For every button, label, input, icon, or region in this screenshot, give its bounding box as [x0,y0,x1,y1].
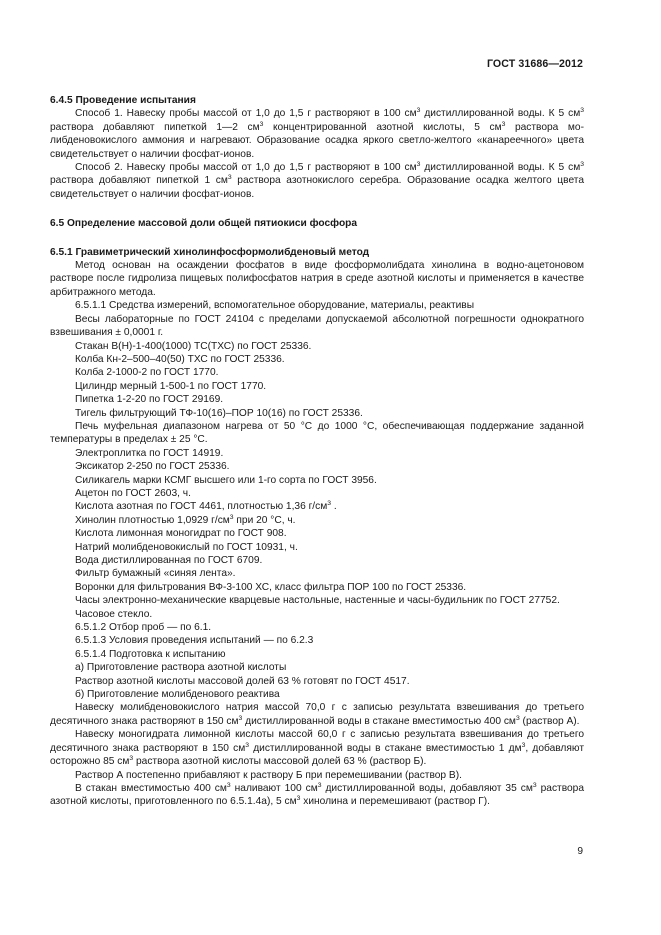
paragraph: Электроплитка по ГОСТ 14919. [75,447,224,459]
section-heading: 6.4.5 Проведение испытания [50,95,196,106]
section-heading: 6.5 Определение массовой доли общей пятиокиси фосфора [50,218,358,230]
paragraph: Воронки для фильтрования ВФ-3-100 ХС, класс фильтра ПОР 100 по ГОСТ 25336. [75,581,467,593]
paragraph: Хинолин плотностью 1,0929 $г/см^3$ при 20 °С, ч. [75,513,296,526]
paragraph: 6.5.1.4 Подготовка к испытанию [75,648,226,660]
paragraph: Способ 1. Навеску пробы массой от 1,0 до 1,5 г растворяют в 100 $см^3$ дистиллированной воды. К 5 $см^3$ раствора добавляют пипеткой 1—2 $см^3$ концентрированной азотной кислоты, 5 $см^3$ раствора молибденовокислого аммония и нагревают. Образование осадка яркого светло-желтого «канареечного» цвета свидетельствует о наличии фосфат-ионов. [50,107,584,160]
paragraph: Часовое стекло. [75,608,153,620]
paragraph: Колба Кн-2–500–40(50) ТХС по ГОСТ 25336. [75,353,285,365]
paragraph: 6.5.1.2 Отбор проб — по 6.1. [75,622,212,634]
paragraph: Тигель фильтрующий ТФ-10(16)–ПОР 10(16) по ГОСТ 25336. [75,407,363,419]
paragraph: Натрий молибденовокислый по ГОСТ 10931, ч. [75,541,298,553]
paragraph: Вода дистиллированная по ГОСТ 6709. [75,555,263,566]
paragraph: Раствор А постепенно прибавляют к раствору Б при перемешивании (раствор В). [75,769,462,781]
paragraph: Колба 2-1000-2 по ГОСТ 1770. [75,367,219,379]
paragraph: Стакан В(Н)-1-400(1000) ТС(ТХС) по ГОСТ 25336. [75,340,312,352]
paragraph: Ацетон по ГОСТ 2603, ч. [75,487,191,499]
paragraph: Кислота азотная по ГОСТ 4461, плотностью 1,36 $г/см^3$ . [75,500,337,513]
paragraph: Печь муфельная диапазоном нагрева от 50 °С до 1000 °С, обеспечивающая поддержание заданной температуры в пределах ± 25 °С. [50,420,584,446]
document-body [50,94,584,809]
paragraph: Раствор азотной кислоты массовой долей 63 % готовят по ГОСТ 4517. [75,675,410,687]
paragraph: Кислота лимонная моногидрат по ГОСТ 908. [75,528,287,540]
paragraph: Весы лабораторные по ГОСТ 24104 с пределами допускаемой абсолютной погрешности однократного взвешивания ± 0,0001 г. [50,313,584,339]
paragraph: Способ 2. Навеску пробы массой от 1,0 до 1,5 г растворяют в 100 $см^3$ дистиллированной воды. К 5 $см^3$ раствора добавляют пипеткой 1 $см^3$ раствора азотнокислого серебра. Образование осадка желтого цвета свидетельствует о наличии фосфат-ионов. [50,161,584,200]
paragraph: а) Приготовление раствора азотной кислоты [75,662,287,674]
standard-number: ГОСТ 31686—2012 [486,58,583,70]
paragraph: 6.5.1.3 Условия проведения испытаний — по 6.2.3 [75,635,314,647]
paragraph: Силикагель марки КСМГ высшего или 1-го сорта по ГОСТ 3956. [75,474,377,486]
paragraph: Фильтр бумажный «синяя лента». [75,568,236,580]
paragraph: Метод основан на осаждении фосфатов в виде фосформолибдата хинолина в водно-ацетоновом растворе после гидролиза пищевых полифосфатов натрия в среде азотной кислоты и применяется в качестве арбитражного метода. [50,260,584,298]
paragraph: Навеску моногидрата лимонной кислоты массой 60,0 г с записью результата взвешивания до третьего десятичного знака растворяют в 150 $см^3$ дистиллированной воды в стакане вместимостью 1 $дм^3$, добавляют осторожно 85 $см^3$ раствора азотной кислоты массовой долей 63 % (раствор Б). [50,729,584,768]
paragraph: б) Приготовление молибденового реактива [75,689,280,701]
section-heading: 6.5.1 Гравиметрический хинолинфосформолибденовый метод [50,246,370,258]
paragraph: Часы электронно-механические кварцевые настольные, настенные и часы-будильник по ГОСТ 27752. [75,595,560,607]
paragraph: Цилиндр мерный 1-500-1 по ГОСТ 1770. [75,380,267,392]
page-number: 9 [577,846,583,857]
paragraph: В стакан вместимостью 400 $см^3$ наливают 100 $см^3$ дистиллированной воды, добавляют 35 $см^3$ раствора азотной кислоты, приготовленного по 6.5.1.4а), 5 $см^3$ хинолина и перемешивают (раствор Г). [50,781,585,808]
paragraph: Эксикатор 2-250 по ГОСТ 25336. [75,461,230,473]
paragraph: Пипетка 1-2-20 по ГОСТ 29169. [75,394,224,406]
paragraph: Навеску молибденовокислого натрия массой 70,0 г с записью результата взвешивания до третьего десятичного знака растворяют в 150 $см^3$ дистиллированной воды в стакане вместимостью 400 $см^3$ (раствор А). [50,702,584,727]
paragraph: 6.5.1.1 Средства измерений, вспомогательное оборудование, материалы, реактивы [75,300,475,312]
